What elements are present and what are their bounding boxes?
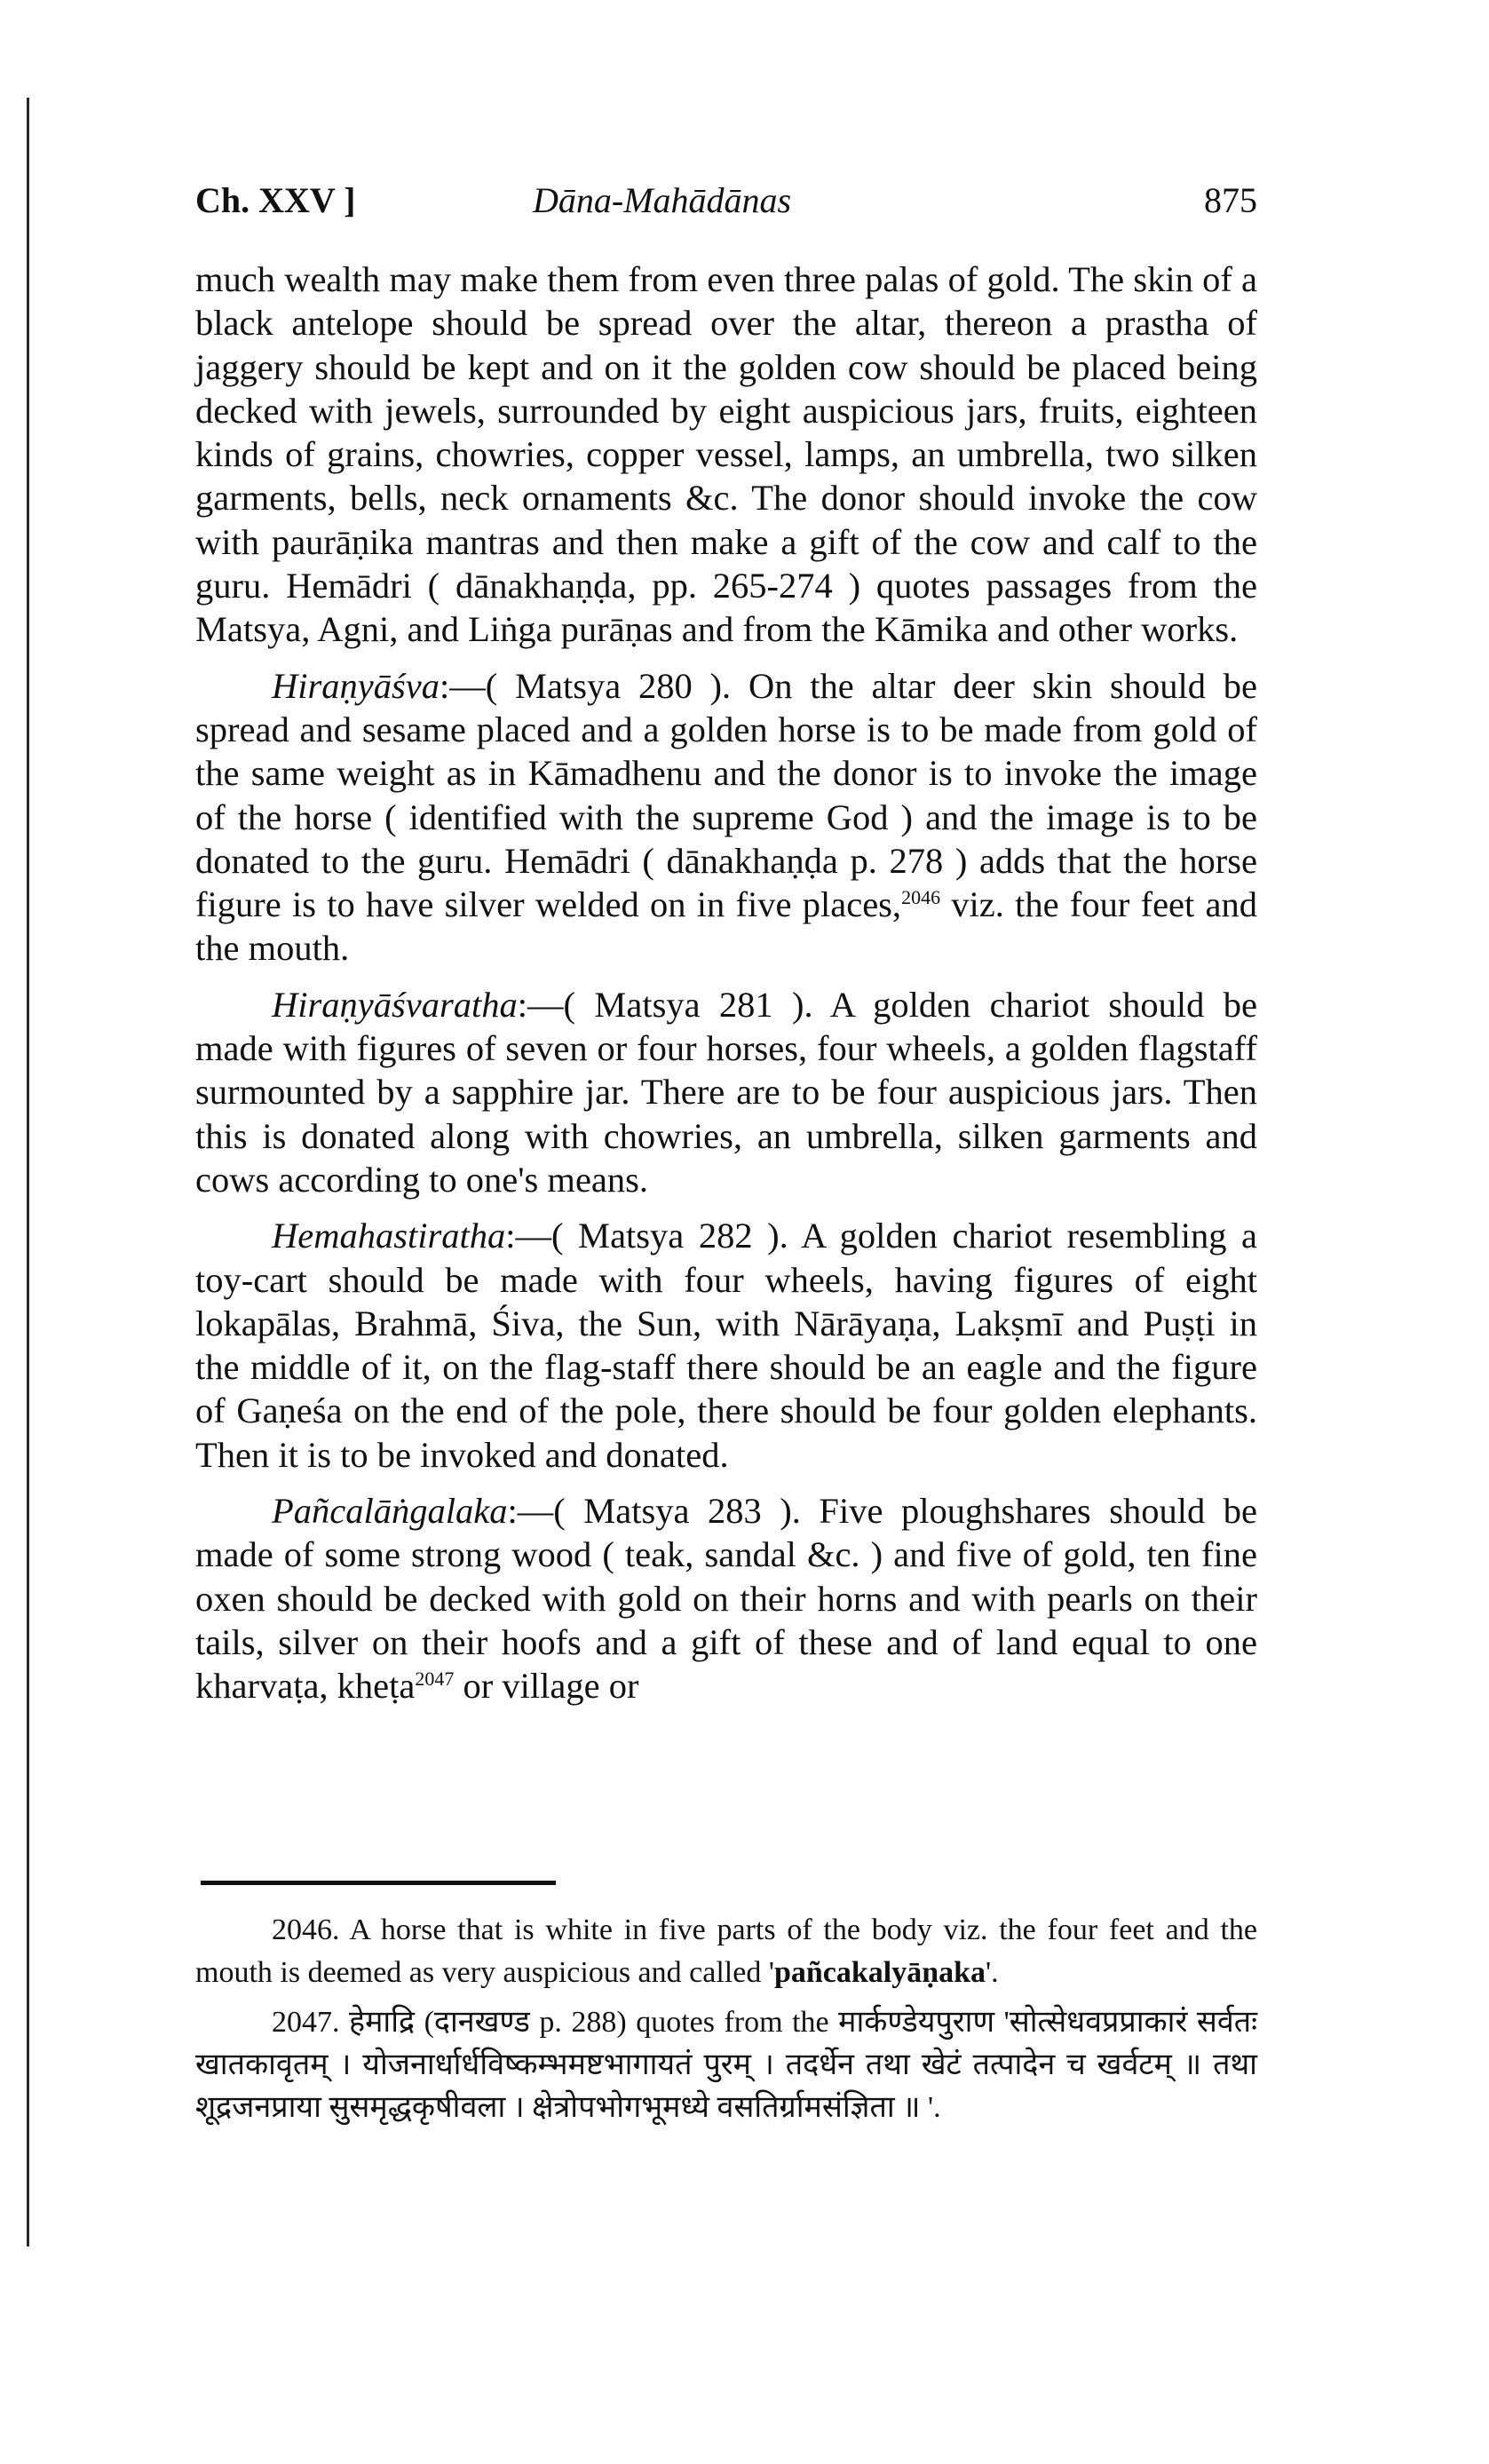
paragraph-hiranyasva: [195, 664, 1257, 971]
main-text: [195, 257, 1257, 1721]
paragraph-term: Pañcalāṅgalaka: [272, 1491, 508, 1532]
chapter-label: Ch. XXV ]: [195, 180, 356, 220]
paragraph-term: Hiraṇyāśvaratha: [272, 984, 518, 1025]
paragraph-hiranyasvaratha: [195, 983, 1257, 1201]
running-header: [195, 174, 1257, 227]
footnote-ref-2046[interactable]: 2046: [901, 886, 941, 909]
footnote-text: A horse that is white in five parts of the body viz. the four feet and the mouth is deemed as very auspicious and called ': [195, 1913, 1258, 1989]
footnote-2046: [195, 1909, 1257, 1994]
paragraph-term: Hiraṇyāśva: [272, 665, 440, 706]
footnote-end: '.: [986, 1956, 999, 1989]
footnote-term: pañcakalyāṇaka: [773, 1956, 986, 1989]
paragraph-pancalangalaka: [195, 1489, 1257, 1707]
footnote-2047: [195, 2001, 1257, 2129]
footnote-number: 2046.: [272, 1913, 340, 1946]
footnote-text: हेमाद्रि (दानखण्ड p. 288) quotes from the मार्कण्डेयपुराण 'सोत्सेधवप्रप्राकारं सर्वतः खातकावृतम् । योजनार्धार्धविष्कम्भमष्टभागायतं पुरम् । तदर्धेन तथा खेटं तत्पादेन च खर्वटम् ॥ तथा शूद्रजनप्राया सुसमृद्धकृषीवला । क्षेत्रोपभोगभूमध्ये वसतिर्ग्रामसंज्ञिता ॥ '.: [195, 2006, 1257, 2124]
page-number: 875: [1204, 180, 1257, 220]
running-title: Dāna-Mahādānas: [533, 180, 792, 220]
footnote-ref-2047[interactable]: 2047: [415, 1668, 455, 1691]
paragraph-text: :—( Matsya 282 ). A golden chariot resembling a toy-cart should be made with four wheels, having figures of eight lokapālas, Brahmā, Śiva, the Sun, with Nārāyaṇa, Lakṣmī and Puṣṭi in the middle of it, on the flag-staff there should be an eagle and the figure of Gaṇeśa on the end of the pole, there should be four golden elephants. Then it is to be invoked and donated.: [195, 1216, 1257, 1475]
paragraph-term: Hemahastiratha: [272, 1216, 506, 1256]
paragraph-text: :—( Matsya 283 ). Five ploughshares should be made of some strong wood ( teak, sandal &c. ) and five of gold, ten fine oxen should be decked with gold on their horns and with pearls on their tails, silver on their hoofs and a gift of these and of land equal to one kharvaṭa, kheṭa: [195, 1491, 1257, 1707]
scan-edge-line: [27, 98, 29, 2246]
footnotes: [195, 1909, 1257, 2136]
footnote-divider: [201, 1881, 556, 1885]
paragraph-text: or village or: [454, 1666, 639, 1707]
paragraph-text: viz. the four feet and the mouth.: [195, 884, 1257, 969]
paragraph-text: :—( Matsya 280 ). On the altar deer skin should be spread and sesame placed and a golden horse is to be made from gold of the same weight as in Kāmadhenu and the donor is to invoke the image of the horse ( identified with the supreme God ) and the image is to be donated to the guru. Hemādri ( dānakhaṇḍa p. 278 ) adds that the horse figure is to have silver welded on in five places,: [195, 665, 1257, 925]
paragraph-text: much wealth may make them from even three palas of gold. The skin of a black antelope should be spread over the altar, thereon a prastha of jaggery should be kept and on it the golden cow should be placed being decked with jewels, surrounded by eight auspicious jars, fruits, eighteen kinds of grains, chowries, copper vessel, lamps, an umbrella, two silken garments, bells, neck ornaments &c. The donor should invoke the cow with paurāṇika mantras and then make a gift of the cow and calf to the guru. Hemādri ( dānakhaṇḍa, pp. 265-274 ) quotes passages from the Matsya, Agni, and Liṅga purāṇas and from the Kāmika and other works.: [195, 259, 1257, 650]
paragraph-hemahastiratha: [195, 1214, 1257, 1477]
footnote-number: 2047.: [272, 2006, 340, 2039]
paragraph-text: :—( Matsya 281 ). A golden chariot should be made with figures of seven or four horses, four wheels, a golden flagstaff surmounted by a sapphire jar. There are to be four auspicious jars. Then this is donated along with chowries, an umbrella, silken garments and cows according to one's means.: [195, 984, 1257, 1200]
paragraph-continued: [195, 257, 1257, 652]
